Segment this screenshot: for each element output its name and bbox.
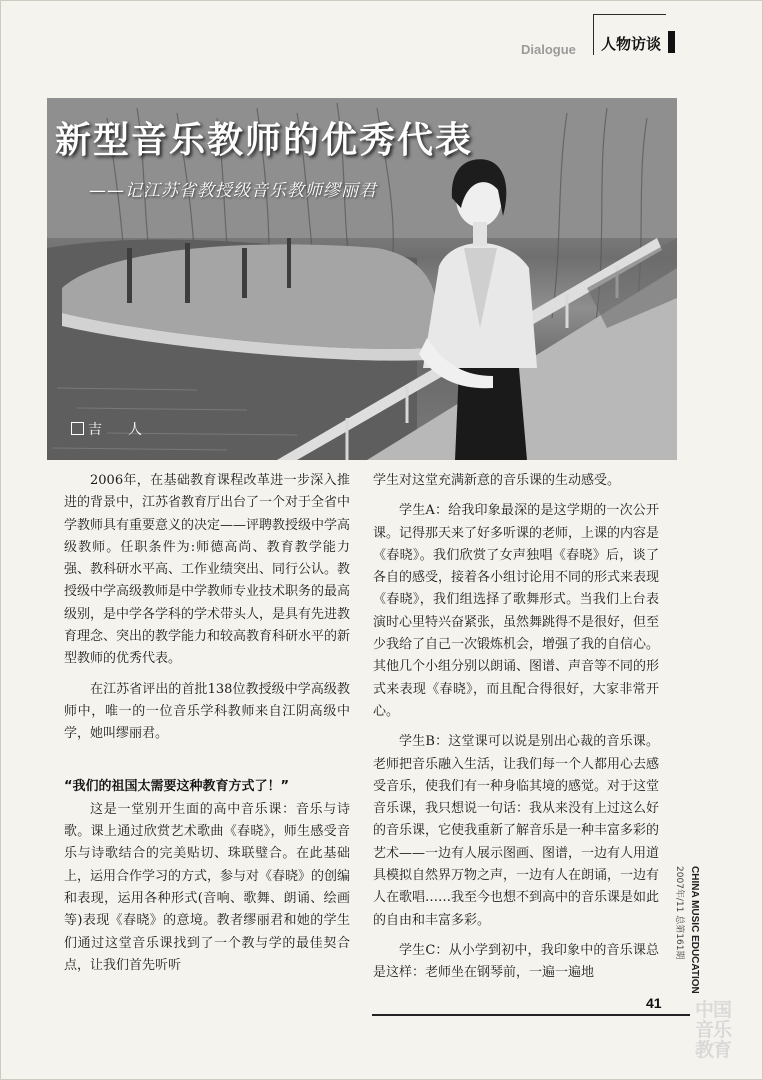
issue-info: 2007年/11 总第161期 [674, 866, 684, 960]
article-column-right [373, 470, 659, 985]
author-name: 吉 人 [88, 422, 148, 438]
paragraph: 这是一堂别开生面的高中音乐课：音乐与诗歌。课上通过欣赏艺术歌曲《春晓》，师生感受音乐与诗歌结合的完美贴切、珠联璧合。在此基础上，运用合作学习的方式，参与对《春晓》的创编和表现，运用各种形式(音响、歌舞、朗诵、绘画等)表现《春晓》的意境。教者缪丽君和她的学生们通过这堂音乐课找到了一个教与学的最佳契合点，让我们首先听听 [64, 801, 351, 973]
author-byline [71, 419, 148, 439]
paragraph: 学生A：给我印象最深的是这学期的一次公开课。记得那天来了好多听课的老师，上课的内容是《春晓》。我们欣赏了女声独唱《春晓》后，谈了各自的感受，接着各小组讨论用不同的形式来表现《春晓》，我们组选择了歌舞形式。当我们上台表演时心里特兴奋紧张，虽然舞跳得不是很好，但至少我给了自己一次锻炼机会，增强了我的自信心。其他几个小组分别以朗诵、图谱、声音等不同的形式来表现《春晓》，而且配合得很好，大家非常开心。 [373, 503, 660, 719]
page-number: 41 [646, 995, 662, 1011]
section-label-en: Dialogue [521, 42, 576, 57]
article-column-left [64, 470, 350, 977]
section-heading: “我们的祖国太需要这种教育方式了！” [64, 778, 290, 794]
paragraph: 2006年，在基础教育课程改革进一步深入推进的背景中，江苏省教育厅出台了一个对于全省中学教师具有重要意义的决定——评聘教授级中学高级教师。任职条件为:师德高尚、教育教学能力强、教科研水平高、工作业绩突出、同行公认。教授级中学高级教师是中学教师专业技术职务的最高级别，是中学各学科的学术带头人，是具有先进教育理念、突出的教学能力和较高教育科研水平的新型教师的优秀代表。 [64, 473, 351, 667]
paragraph: 学生对这堂充满新意的音乐课的生动感受。 [373, 473, 621, 488]
article-subtitle: ——记江苏省教授级音乐教师缪丽君 [89, 181, 377, 201]
article-title: 新型音乐教师的优秀代表 [55, 119, 474, 161]
author-square-icon [71, 422, 84, 435]
paragraph: 学生C：从小学到初中，我印象中的音乐课总是这样：老师坐在钢琴前，一遍一遍地 [373, 942, 659, 981]
magazine-name-en: CHINA MUSIC EDUCATION [689, 866, 700, 994]
paragraph: 在江苏省评出的首批138位教授级中学高级教师中，唯一的一位音乐学科教师来自江阴高级中学，她叫缪丽君。 [64, 681, 350, 742]
footer-rule [372, 1014, 690, 1016]
paragraph: 学生B：这堂课可以说是别出心裁的音乐课。老师把音乐融入生活，让我们每一个人都用心去感受音乐，使我们有一种身临其境的感觉。对于这堂音乐课，我只想说一句话：我从来没有上过这么好的音乐课，它使我重新了解音乐是一种丰富多彩的艺术——一边有人展示图画、图谱，一边有人用道具模拟自然界万物之声，一边有人在朗诵，一边有人在歌唱……我至今也想不到高中的音乐课是如此的自由和丰富多彩。 [373, 734, 660, 928]
magazine-logo: 中国音乐教育 [695, 999, 732, 1061]
section-label-bar [668, 31, 675, 53]
section-label-cn: 人物访谈 [601, 35, 662, 53]
hero-photo [47, 98, 677, 460]
